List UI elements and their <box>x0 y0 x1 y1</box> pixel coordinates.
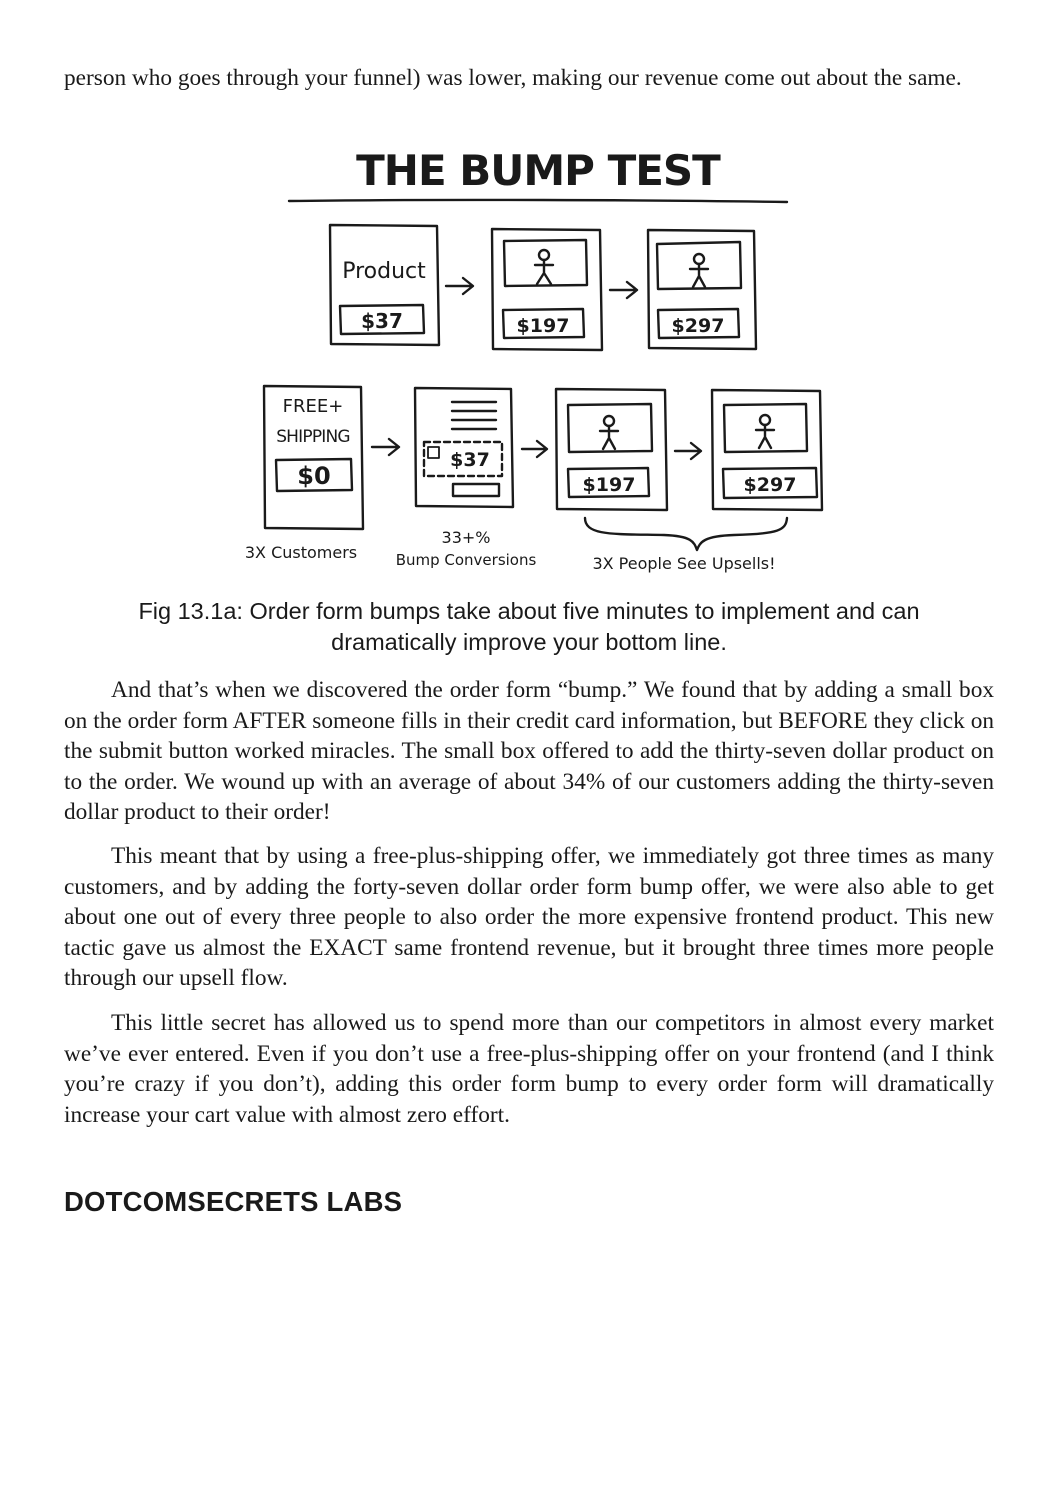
upsell1-video-frame <box>504 240 587 286</box>
person-icon <box>690 254 708 287</box>
arrow-icon <box>372 439 399 455</box>
curly-brace <box>585 518 787 550</box>
arrow-icon <box>446 278 473 294</box>
arrow-icon <box>522 441 547 457</box>
order-form-lines <box>452 402 496 429</box>
arrow-icon <box>675 443 701 459</box>
upsell3-price: $197 <box>582 474 636 496</box>
title-underline <box>289 200 787 202</box>
section-heading: DOTCOMSECRETS LABS <box>64 1186 403 1217</box>
figure-caption: Fig 13.1a: Order form bumps take about five minutes to implement and can dramatically improve your bottom line. <box>138 598 920 655</box>
person-icon <box>600 416 618 449</box>
upsell2-price: $297 <box>671 315 725 337</box>
product-label: Product <box>342 259 426 284</box>
upsell1-price: $197 <box>516 315 570 337</box>
product-price: $37 <box>361 309 403 333</box>
bump-test-sketch <box>234 138 934 588</box>
free-shipping-line1: FREE+ <box>282 396 344 417</box>
upsells-annotation: 3X People See Upsells! <box>592 554 776 573</box>
upsell4-price: $297 <box>743 474 797 496</box>
free-shipping-line2: SHIPPING <box>276 427 350 447</box>
bump-test-figure <box>234 138 934 588</box>
bump-label-annotation: Bump Conversions <box>395 551 537 569</box>
bump-price: $37 <box>450 449 490 471</box>
person-icon <box>756 415 774 448</box>
submit-button-shape <box>453 484 499 496</box>
intro-continuation-paragraph: person who goes through your funnel) was lower, making our revenue come out about the same. <box>64 65 962 91</box>
arrow-icon <box>610 282 637 298</box>
bump-checkbox-icon <box>428 447 439 458</box>
figure-title: THE BUMP TEST <box>356 146 720 195</box>
body-paragraph-1: And that’s when we discovered the order form “bump.” We found that by adding a small box on the order form AFTER someone fills in their credit card information, but BEFORE they click on the submit button worked miracles. The small box offered to add the thirty-seven dollar product on to the order. We wound up with an average of about 34% of our customers adding the thirty-seven dollar product to their order! <box>64 677 994 825</box>
body-paragraph-2: This meant that by using a free-plus-shipping offer, we immediately got three times as many customers, and by adding the forty-seven dollar order form bump offer, we were also able to get about one out of every three people to also order the more expensive frontend product. This new tactic gave us almost the EXACT same frontend revenue, but it brought three times more people through our upsell flow. <box>64 843 994 991</box>
bump-rate-annotation: 33+% <box>441 528 491 547</box>
free-shipping-price: $0 <box>297 462 331 490</box>
person-icon <box>535 250 553 284</box>
customers-annotation: 3X Customers <box>244 543 358 562</box>
body-paragraph-3: This little secret has allowed us to spend more than our competitors in almost every market we’ve ever entered. Even if you don’t use a free-plus-shipping offer on your frontend (and I think you’re crazy if you don’t), adding this order form bump to every order form will dramatically increase your cart value with almost zero effort. <box>64 1010 994 1128</box>
